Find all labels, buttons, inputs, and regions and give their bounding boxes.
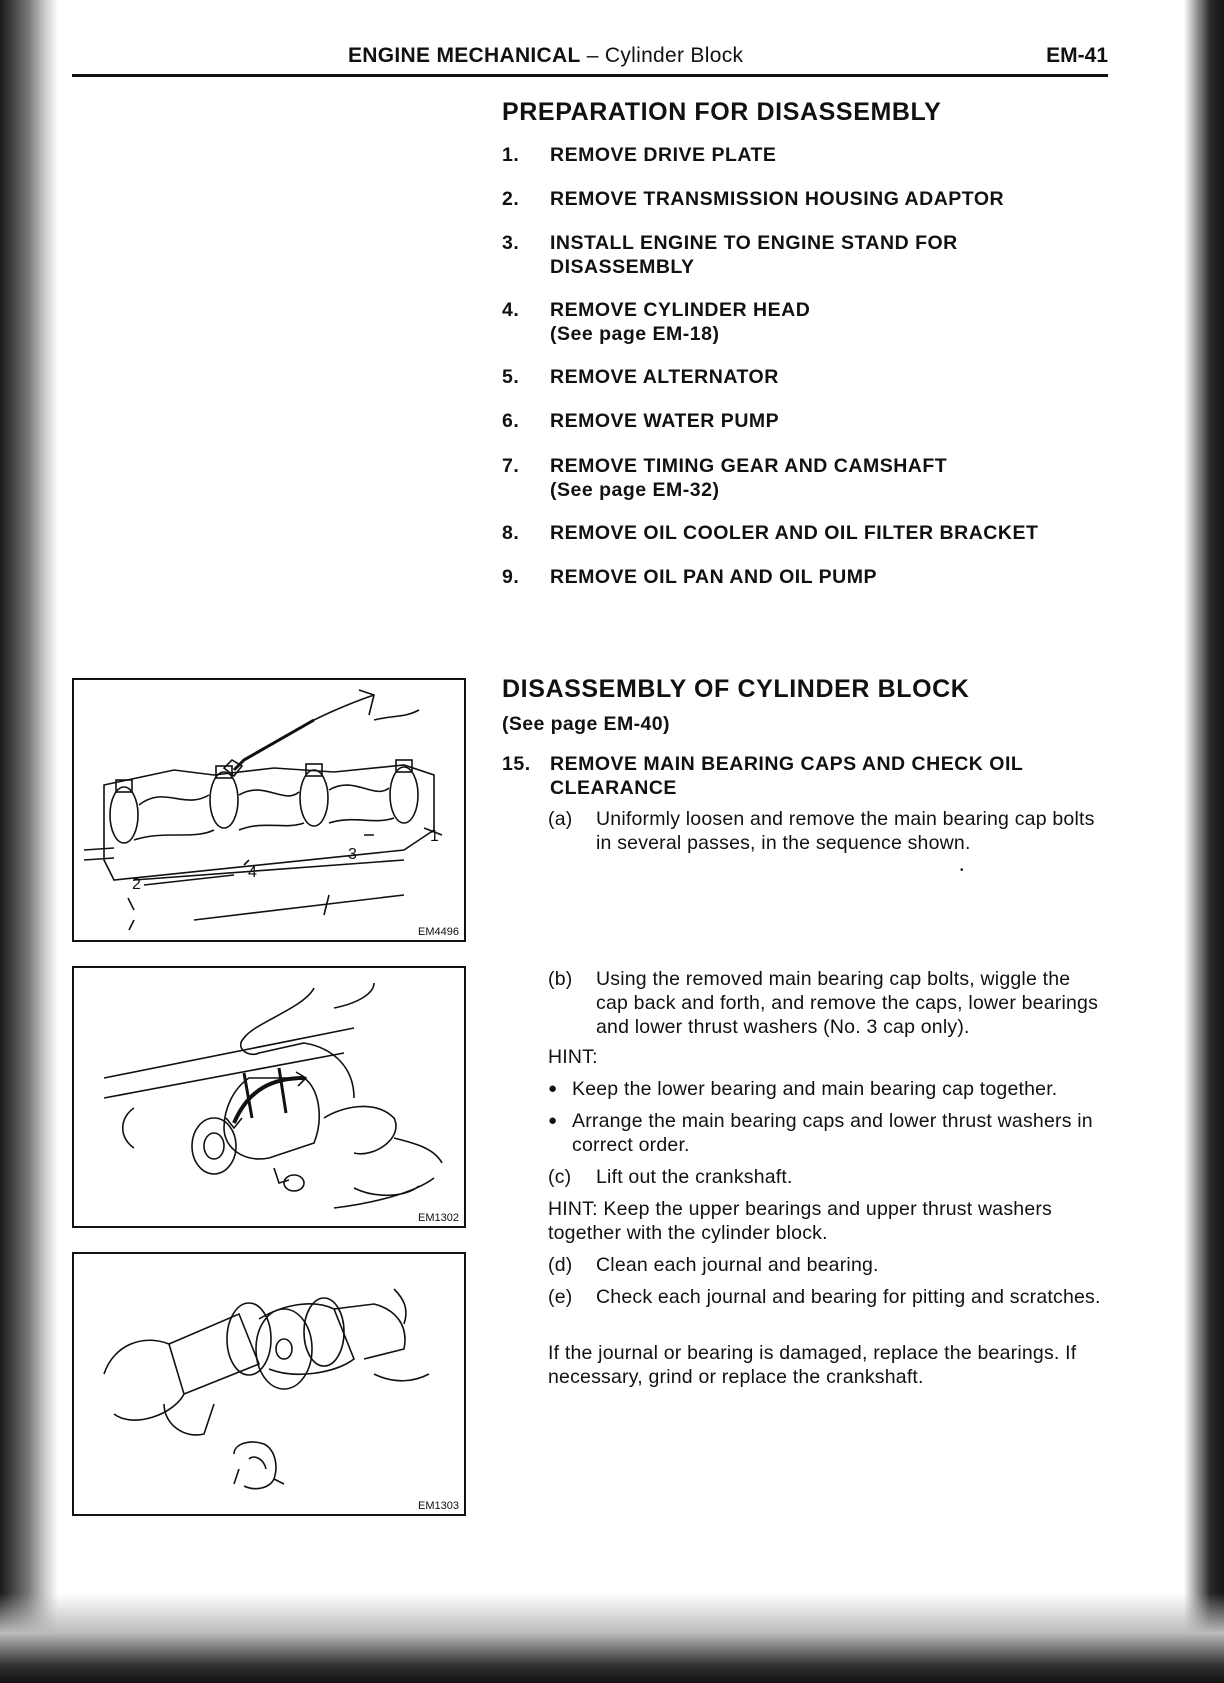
step-number: 3. — [502, 232, 520, 254]
header-title — [348, 44, 743, 68]
step-text: REMOVE OIL PAN AND OIL PUMP — [550, 566, 877, 588]
step-text: REMOVE OIL COOLER AND OIL FILTER BRACKET — [550, 522, 1039, 544]
step-text — [550, 231, 1110, 279]
scan-edge-right — [1184, 0, 1224, 1683]
closing-note: If the journal or bearing is damaged, replace the bearings. If necessary, grind or replace the crankshaft. — [548, 1342, 1077, 1388]
figure-code: EM1302 — [418, 1212, 459, 1224]
substep-text: Using the removed main bearing cap bolts, wiggle the cap back and forth, and remove the caps, lower bearings and lower thrust washers (No. 3 cap only). — [596, 968, 1099, 1038]
hint-label: HINT: — [548, 1046, 598, 1068]
step-number: 7. — [502, 455, 520, 477]
substep-text: Check each journal and bearing for pitting and scratches. — [596, 1286, 1101, 1308]
step-page-ref: (See page EM-18) — [550, 323, 720, 345]
scan-edge-bottom — [0, 1593, 1224, 1683]
step-text: REMOVE WATER PUMP — [550, 410, 780, 432]
step-text-line1: REMOVE TIMING GEAR AND CAMSHAFT — [550, 455, 948, 477]
bullet-text: Arrange the main bearing caps and lower thrust washers in correct order. — [572, 1110, 1093, 1156]
step-text-line1: REMOVE CYLINDER HEAD — [550, 299, 811, 321]
scan-edge-left — [0, 0, 58, 1683]
step-text-line1: REMOVE MAIN BEARING CAPS AND CHECK OIL — [550, 753, 1024, 775]
step-number: 6. — [502, 410, 520, 432]
substep-label: (d) — [548, 1254, 573, 1276]
page-number: EM-41 — [1046, 44, 1108, 67]
page-header — [72, 42, 1108, 77]
step-text-line1: INSTALL ENGINE TO ENGINE STAND FOR — [550, 232, 958, 254]
step-number: 4. — [502, 299, 520, 321]
step-text-line2: CLEARANCE — [550, 777, 677, 799]
step-text — [550, 752, 1110, 800]
step-number: 2. — [502, 188, 520, 210]
bullet-dot: ● — [548, 1080, 558, 1097]
header-subsection: Cylinder Block — [604, 44, 744, 67]
bearing-cap-removal-drawing — [74, 968, 464, 1226]
step-text: REMOVE TRANSMISSION HOUSING ADAPTOR — [550, 188, 1005, 210]
step-text-line2: DISASSEMBLY — [550, 256, 695, 278]
substep-label: (a) — [548, 808, 573, 830]
disassembly-page-ref: (See page EM-40) — [502, 713, 670, 735]
substep-text: Clean each journal and bearing. — [596, 1254, 879, 1276]
step-number: 15. — [502, 753, 531, 775]
substep-text: Uniformly loosen and remove the main bearing cap bolts in several passes, in the sequence shown. — [596, 808, 1095, 854]
step-page-ref: (See page EM-32) — [550, 479, 720, 501]
crankshaft-bearing-cap-drawing — [74, 680, 464, 940]
substep-label: (c) — [548, 1166, 572, 1188]
step-number: 1. — [502, 144, 520, 166]
bullet-text: Keep the lower bearing and main bearing cap together. — [572, 1078, 1058, 1100]
step-text: REMOVE ALTERNATOR — [550, 366, 779, 388]
step-text — [550, 298, 1110, 346]
figure-code: EM1303 — [418, 1500, 459, 1512]
step-number: 8. — [502, 522, 520, 544]
header-section: ENGINE MECHANICAL — [348, 44, 581, 67]
substep-label: (e) — [548, 1286, 573, 1308]
substep-label: (b) — [548, 968, 573, 990]
figure-code: EM4496 — [418, 926, 459, 938]
substep-text: Lift out the crankshaft. — [596, 1166, 793, 1188]
bullet-dot: ● — [548, 1112, 558, 1129]
callout-1: 1 — [430, 828, 439, 845]
step-number: 5. — [502, 366, 520, 388]
callout-3: 3 — [348, 846, 357, 863]
step-text — [550, 454, 1110, 502]
prep-title: PREPARATION FOR DISASSEMBLY — [502, 98, 942, 126]
crankshaft-journal-drawing — [74, 1254, 464, 1514]
callout-2: 2 — [132, 876, 141, 893]
hint-2: HINT: Keep the upper bearings and upper thrust washers together with the cylinder block. — [548, 1198, 1053, 1244]
figure-crankshaft-journal — [72, 1252, 466, 1516]
figure-wiggle-cap — [72, 966, 466, 1228]
disassembly-title: DISASSEMBLY OF CYLINDER BLOCK — [502, 675, 970, 703]
scan-speck: • — [960, 865, 964, 876]
step-number: 9. — [502, 566, 520, 588]
header-separator: – — [586, 44, 599, 67]
figure-main-bearing-caps — [72, 678, 466, 942]
callout-4: 4 — [248, 864, 257, 881]
step-text: REMOVE DRIVE PLATE — [550, 144, 777, 166]
